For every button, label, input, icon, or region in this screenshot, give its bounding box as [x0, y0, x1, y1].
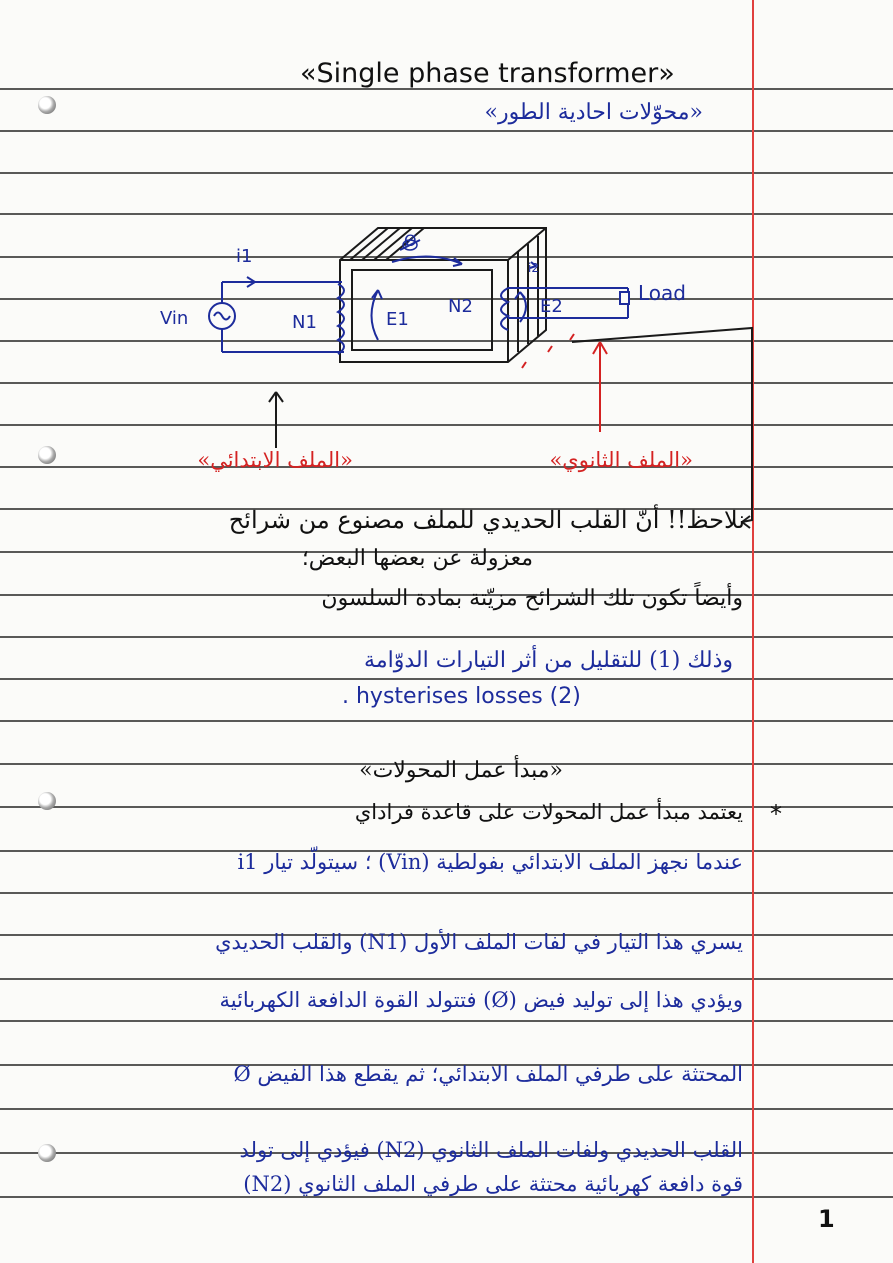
page-number: 1 [818, 1205, 835, 1233]
note-line-2: معزولة عن بعضها البعض؛ [301, 546, 533, 571]
note-reason-line-2: . hysterises losses (2) [342, 684, 581, 709]
iron-core [340, 228, 546, 362]
current-i1-label: i1 [236, 246, 253, 267]
vin-label: Vin [160, 308, 189, 329]
ruled-line [0, 720, 893, 722]
primary-coil-label: «الملف الابتدائي» [197, 448, 353, 472]
principle-line-3: يسري هذا التيار في لفات الملف الأول (N1) والقلب الحديدي [215, 930, 743, 954]
binder-hole [38, 792, 56, 810]
title-arabic: «محوّلات احادية الطور» [484, 100, 703, 125]
ruled-line [0, 1196, 893, 1198]
title-english: «Single phase transformer» [300, 58, 675, 89]
principle-line-7: قوة دافعة كهربائية محتثة على طرفي الملف الثانوي (N2) [243, 1172, 743, 1196]
e2-label: E2 [540, 296, 563, 317]
transformer-diagram [0, 0, 893, 560]
note-line-1: نلاحظ!! أنّ القلب الحديدي للملف مصنوع من شرائح [228, 506, 745, 534]
ruled-line [0, 1020, 893, 1022]
binder-hole [38, 1144, 56, 1162]
n2-label: N2 [448, 296, 473, 317]
principle-heading: «مبدأ عمل المحولات» [359, 758, 563, 783]
principle-line-6: القلب الحديدي ولفات الملف الثانوي (N2) فيؤدي إلى تولد [239, 1138, 743, 1162]
red-annotations [522, 334, 607, 432]
principle-line-4: ويؤدي هذا إلى توليد فيض (Ø) فتتولد القوة الدافعة الكهربائية [219, 988, 743, 1012]
secondary-circuit [501, 262, 629, 330]
ruled-line [0, 892, 893, 894]
note-line-3: وأيضاً تكون تلك الشرائح مزيّتة بمادة السلسون [321, 586, 743, 611]
ruled-line [0, 1108, 893, 1110]
principle-line-2: عندما نجهز الملف الابتدائي بفولطية (Vin) ؛ سيتولّد تيار i1 [237, 850, 743, 874]
n1-label: N1 [292, 312, 317, 333]
principle-line-1: يعتمد مبدأ عمل المحولات على قاعدة فراداي [354, 800, 743, 824]
asterisk-bullet: * [770, 800, 782, 828]
ruled-line [0, 678, 893, 680]
secondary-coil-label: «الملف الثانوي» [549, 448, 693, 472]
ruled-line [0, 978, 893, 980]
flux-label: Ø [404, 231, 417, 250]
note-reason-line-1: وذلك (1) للتقليل من أثر التيارات الدوّامة [364, 648, 733, 673]
load-label: Load [638, 281, 686, 305]
e1-label: E1 [386, 309, 409, 330]
principle-line-5: المحتثة على طرفي الملف الابتدائي؛ ثم يقطع هذا الفيض Ø [233, 1062, 743, 1086]
current-i2-label: i2 [528, 261, 539, 275]
ruled-line [0, 636, 893, 638]
